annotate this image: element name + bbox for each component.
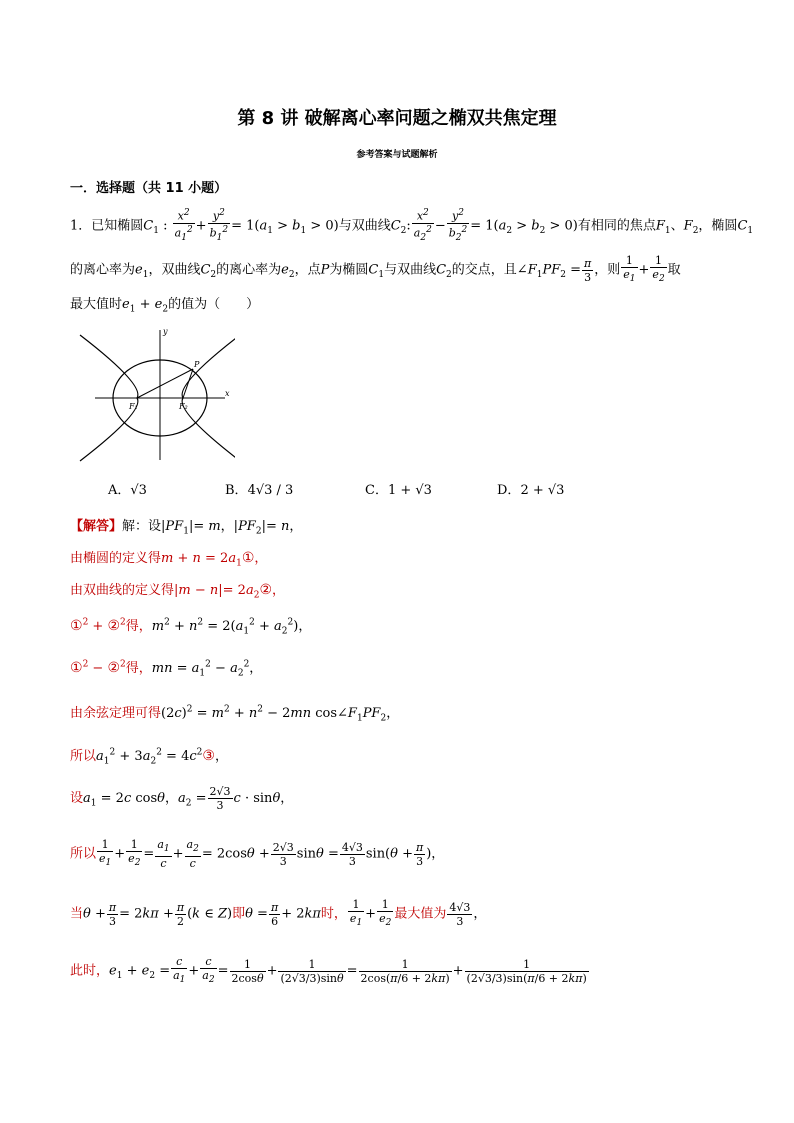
- answer-line-11: 此时，$e_1 + e_2$ = $\frac{c}{a_1}$ + $\frac{c}{a_2}$ = $\frac{1}{2\cos\theta}$ + $\frac{1}{(2√3/3)\sin\theta}$ = $\frac{1}{2\cos(\pi/6 + 2k\pi)}$ + $\frac{1}{(2√3/3)\sin(\pi/6 + 2k\pi)}$: [70, 955, 587, 986]
- label-p: P: [194, 360, 200, 369]
- answer-line-10: 当θ + $\frac{\pi}{3}$ = 2kπ + $\frac{\pi}{2}$ (k ∈ Z)即θ = $\frac{\pi}{6}$ + 2kπ时， $\frac{1}{e_1}$ + $\frac{1}{e_2}$ 最大值为 $\frac{4√3}{3}$ ，: [70, 898, 487, 929]
- section-heading: 一．选择题（共 11 小题）: [70, 181, 228, 196]
- question-line-3: 最大值时$e_1 + e_2$的值为（ ）: [70, 297, 260, 315]
- choice-b[interactable]: B．4√3 / 3: [225, 483, 294, 498]
- page-subtitle: 参考答案与试题解析: [356, 150, 438, 160]
- label-f2: F₂: [179, 402, 188, 411]
- choice-a[interactable]: A．√3: [108, 483, 147, 498]
- choice-d[interactable]: D．2 + √3: [497, 483, 565, 498]
- answer-line-6: 由余弦定理可得$(2c)^2 = m^2 + n^2 - 2mn$ $\cos\angle F_1PF_2$，: [70, 704, 400, 724]
- ellipse-hyperbola-figure: [75, 325, 235, 465]
- answer-line-7: 所以$a_1^2 + 3a_2^2$ = $4c^2③$，: [70, 747, 228, 767]
- label-x: x: [225, 389, 230, 398]
- answer-line-4: ①$^2$ + ②$^2$得，$m^2 + n^2 = 2(a_1^2 + a_2^2)$，: [70, 617, 312, 637]
- answer-line-8: 设$a_1 = 2c$ cosθ，$a_2$ = $\frac{2√3}{3}$ c · sinθ，: [70, 785, 294, 812]
- question-line-1: 1．已知椭圆$C_1$ : $\frac{x^2}{a_1^2}$ + $\frac{y^2}{b_1^2}$ = $1(a_1 > b_1 > 0)$与双曲线$C_2$: $\frac{x^2}{a_2^2}$ − $\frac{y^2}{b_2^2}$ = $1(a_2 > b_2 > 0)$有相同的焦点$F_1$、$F_2$，椭圆$C_1$: [70, 208, 754, 243]
- answer-line-3: 由双曲线的定义得$|m - n|= 2a_2②$，: [70, 582, 286, 601]
- question-line-2: 的离心率为$e_1$，双曲线$C_2$的离心率为$e_2$，点P为椭圆$C_1$与双曲线$C_2$的交点，且$\angle F_1PF_2$ = $\frac{\pi}{3}$ ，则 $\frac{1}{e_1}$ + $\frac{1}{e_2}$ 取: [70, 254, 681, 285]
- page-title: 第 8 讲 破解离心率问题之椭双共焦定理: [237, 108, 557, 129]
- label-y: y: [163, 327, 168, 336]
- answer-line-1: 【解答】解：设$|PF_1|= m$，$|PF_2|= n$，: [70, 519, 303, 537]
- answer-line-5: ①$^2$ − ②$^2$得，mn = $a_1^2 - a_2^2$，: [70, 659, 263, 679]
- choice-c[interactable]: C．1 + √3: [365, 483, 432, 498]
- answer-line-2: 由椭圆的定义得$m + n = 2a_1①$，: [70, 550, 268, 569]
- answer-line-9: 所以 $\frac{1}{e_1}$ + $\frac{1}{e_2}$ = $\frac{a_1}{c}$ + $\frac{a_2}{c}$ = 2cosθ + $\frac{2√3}{3}$ sinθ = $\frac{4√3}{3}$ sin(θ + $\frac{\pi}{3}$ )，: [70, 838, 445, 871]
- label-f1: F₁: [129, 402, 138, 411]
